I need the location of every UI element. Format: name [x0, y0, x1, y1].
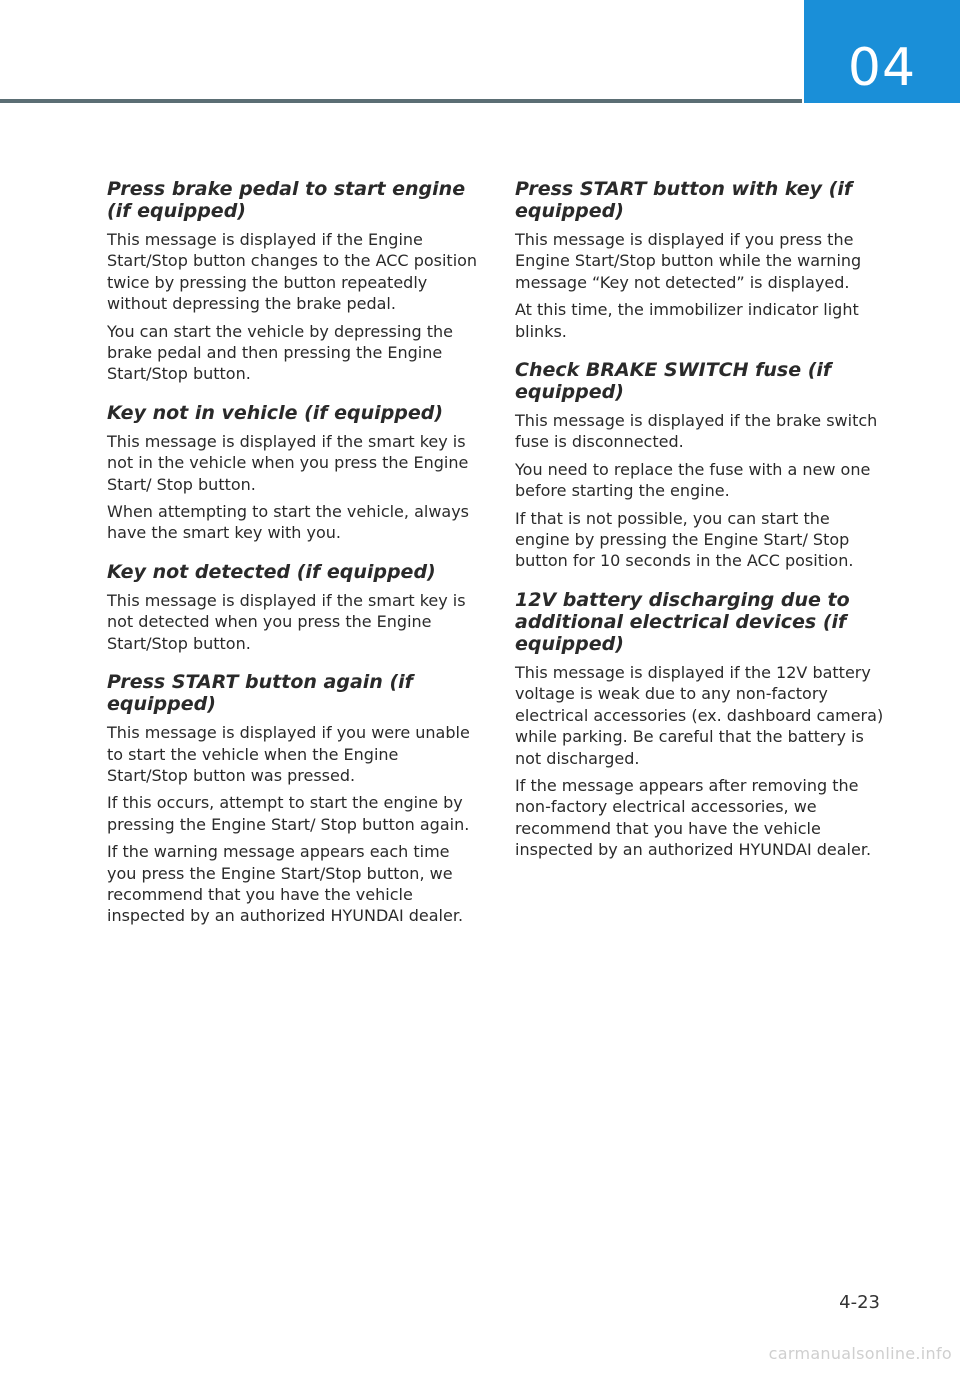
paragraph: At this time, the immobilizer indicator light blinks. [515, 300, 859, 341]
paragraph: This message is displayed if you press the Engine Start/Stop button while the warning message “Key not detected” is displayed. [515, 230, 862, 292]
paragraph: You need to replace the fuse with a new one before starting the engine. [515, 459, 871, 501]
paragraph: This message is displayed if the smart key is not detected when you press the Engine Start/Stop button. [107, 590, 466, 653]
section-title: Press START button again (if equipped) [107, 671, 413, 716]
chapter-number: 04 [847, 38, 917, 98]
page-number: 4-23 [839, 1292, 880, 1313]
paragraph: You can start the vehicle by depressing the brake pedal and then pressing the Engine Start/Stop button. [107, 321, 453, 384]
section-press-start-again [107, 671, 479, 927]
section-key-not-in-vehicle [107, 402, 479, 544]
section-key-not-detected [107, 561, 479, 654]
paragraph: This message is displayed if the Engine Start/Stop button changes to the ACC position twice by pressing the button repeatedly without depressing the brake pedal. [107, 230, 478, 314]
paragraph: If this occurs, attempt to start the engine by pressing the Engine Start/ Stop button again. [107, 793, 470, 834]
header-rule [0, 99, 802, 103]
right-column [515, 178, 887, 878]
paragraph: This message is displayed if the smart key is not in the vehicle when you press the Engine Start/ Stop button. [107, 431, 469, 494]
section-title: Key not in vehicle (if equipped) [107, 401, 444, 424]
paragraph: When attempting to start the vehicle, always have the smart key with you. [107, 502, 470, 543]
chapter-tab [804, 0, 960, 103]
paragraph: If that is not possible, you can start the engine by pressing the Engine Start/ Stop button for 10 seconds in the ACC position. [515, 508, 854, 571]
section-title: 12V battery discharging due to additional electrical devices (if equipped) [515, 588, 850, 655]
section-check-brake-switch-fuse [515, 359, 887, 572]
section-title: Press brake pedal to start engine (if equipped) [107, 178, 466, 222]
left-column [107, 178, 479, 944]
paragraph: This message is displayed if you were unable to start the vehicle when the Engine Start/Stop button was pressed. [107, 723, 470, 785]
paragraph: If the warning message appears each time you press the Engine Start/Stop button, we recommend that you have the vehicle inspected by an authorized HYUNDAI dealer. [107, 842, 464, 926]
section-press-start-with-key [515, 178, 887, 342]
watermark: carmanualsonline.info [768, 1344, 952, 1363]
section-press-brake-pedal [107, 178, 479, 385]
paragraph: This message is displayed if the brake switch fuse is disconnected. [515, 411, 878, 452]
section-title: Press START button with key (if equipped) [515, 178, 853, 222]
section-title: Key not detected (if equipped) [107, 560, 436, 583]
paragraph: This message is displayed if the 12V battery voltage is weak due to any non-factory electrical accessories (ex. dashboard camera) while parking. Be careful that the battery is not discharged. [515, 662, 884, 768]
section-12v-battery-discharging [515, 589, 887, 861]
paragraph: If the message appears after removing the non-factory electrical accessories, we recommend that you have the vehicle inspected by an authorized HYUNDAI dealer. [515, 775, 872, 860]
section-title: Check BRAKE SWITCH fuse (if equipped) [515, 359, 832, 404]
